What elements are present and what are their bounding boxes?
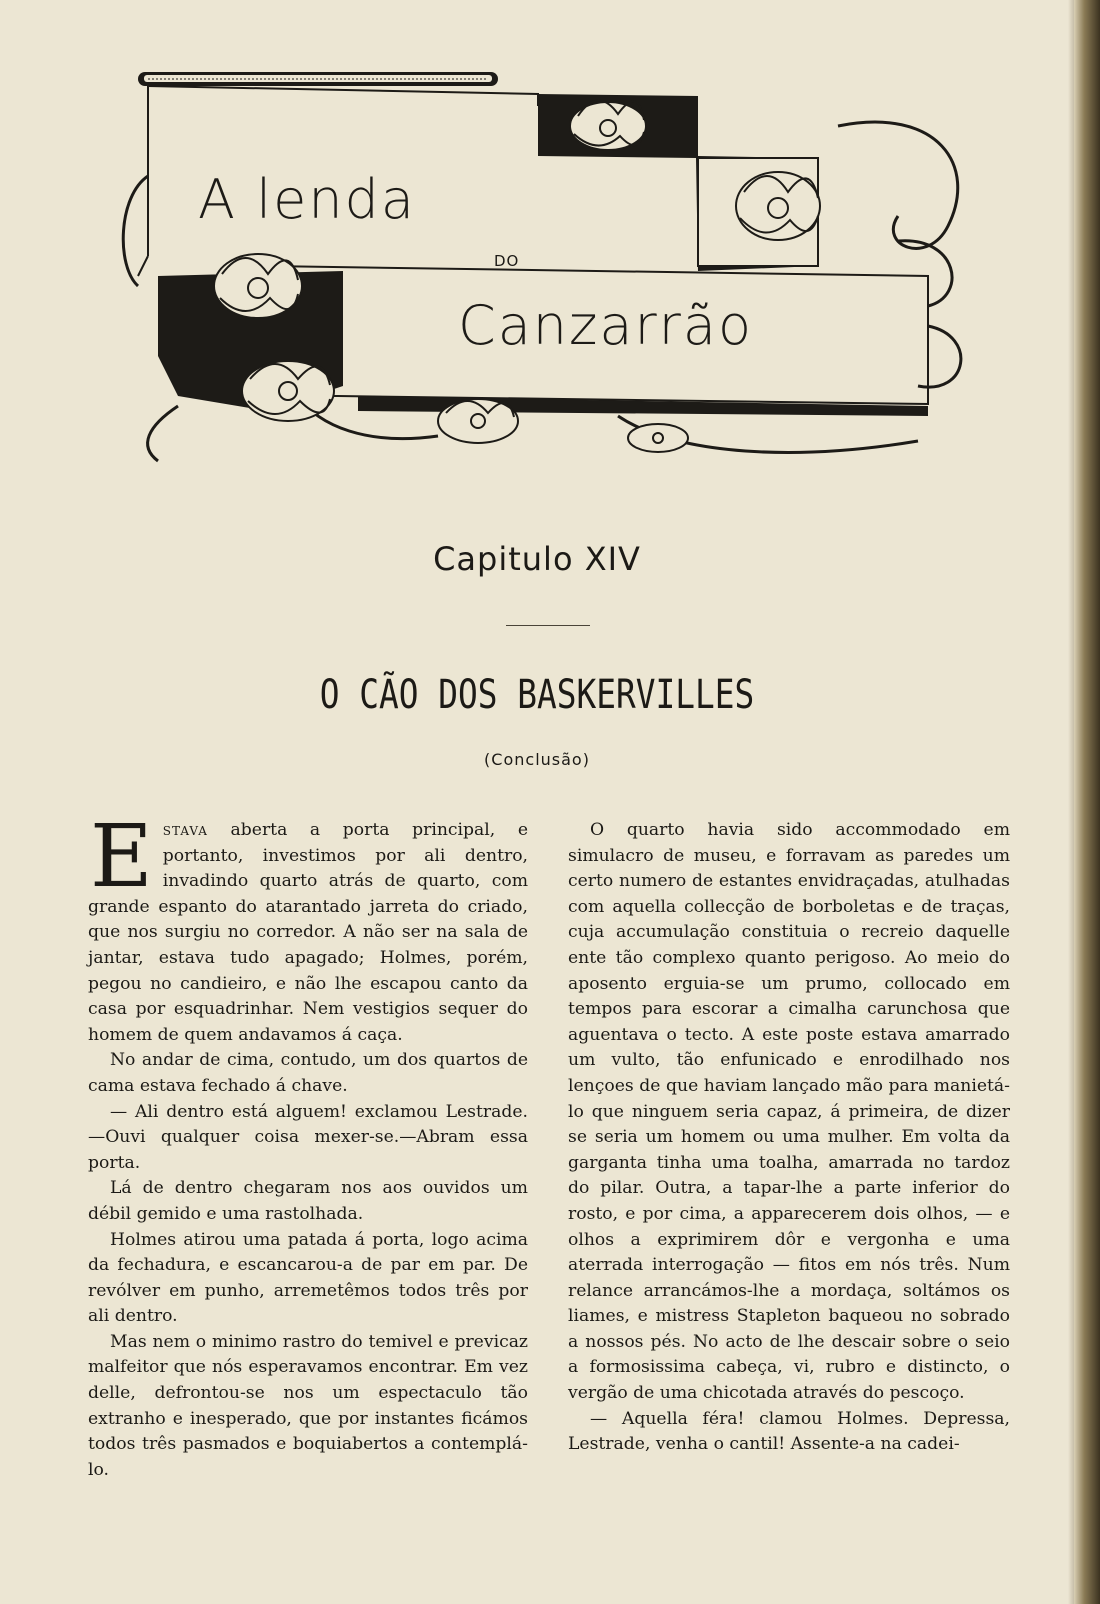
drop-cap: E (90, 807, 153, 907)
lead-word: stava (162, 820, 208, 840)
floral-ornament (118, 66, 988, 476)
paragraph: Lá de dentro chegaram nos aos ouvidos um débil gemido e uma rastolhada. (88, 1178, 528, 1224)
text-column-left (88, 807, 528, 1483)
paragraph: O quarto havia sido accommodado em simulacro de museu, e forravam as paredes um certo numero de estantes envidraçadas, atulhadas com aquella collecção de borboletas e de traças, cuja accumulação constituia o recreio daquelle ente tão complexo quanto perigoso. Ao meio do aposento erguia-se um prumo, collocado em tempos para escorar a cimalha carunchosa que aguentava o tecto. A este poste estava amarrado um vulto, tão enfunicado e enrodilhado nos lençoes de que haviam lançado mão para manietá-lo que ninguem seria capaz, á primeira, de dizer se seria um homem ou uma mulher. Em volta da garganta tinha uma toalha, amarrada no tardoz do pilar. Outra, a tapar-lhe a parte inferior do rosto, e por cima, a apparecerem dois olhos, — e olhos a exprimirem dôr e vergonha e uma aterrada interrogação — fitos em nós três. Num relance arrancámos-lhe a mordaça, soltámos os liames, e mistress Stapleton baqueou no sobrado a nossos pés. No acto de lhe descair sobre o seio a formosissima cabeça, vi, rubro e distincto, o vergão de uma chicotada através do pescoço. (568, 820, 1010, 1404)
header-title-line2: DO (494, 252, 520, 270)
header-title-line1: A lenda (198, 168, 416, 231)
text-column-right (568, 818, 1010, 1458)
page-edge-shadow (1068, 0, 1074, 1604)
section-divider (506, 625, 590, 626)
ornamental-header (118, 66, 988, 476)
chapter-heading: Capitulo XIV (433, 540, 641, 578)
paragraph: — Aquella féra! clamou Holmes. Depressa, Lestrade, venha o cantil! Assente-a na cadei- (568, 1408, 1010, 1455)
story-title: O CÃO DOS BASKERVILLES (319, 672, 755, 718)
subtitle: (Conclusão) (484, 750, 590, 769)
header-title-line3: Canzarrão (458, 294, 753, 357)
paragraph: No andar de cima, contudo, um dos quartos de cama estava fechado á chave. (88, 1050, 528, 1096)
paragraph: Holmes atirou uma patada á porta, logo acima da fechadura, e escancarou-a de par em par. De revólver em punho, arremetêmos todos três por ali dentro. (88, 1229, 528, 1327)
page-edge (1074, 0, 1100, 1604)
paragraph: — Ali dentro está alguem! exclamou Lestrade.—Ouvi qualquer coisa mexer-se.—Abram essa porta. (88, 1101, 528, 1173)
paragraph: Mas nem o minimo rastro do temivel e previcaz malfeitor que nós esperavamos encontrar. Em vez delle, defrontou-se nos um espectaculo tão extranho e inesperado, que por instantes ficámos todos três pasmados e boquiabertos a contemplá-lo. (88, 1331, 528, 1480)
paragraph-text: aberta a porta principal, e portanto, investimos por ali dentro, invadindo quarto atrás de quarto, com grande espanto do atarantado jarreta do criado, que nos surgiu no corredor. A não ser na sala de jantar, estava tudo apagado; Holmes, porém, pegou no candieiro, e não lhe escapou canto da casa por esquadrinhar. Nem vestigios sequer do homem de quem andavamos á caça. (88, 820, 528, 1045)
paragraph (88, 807, 528, 1048)
